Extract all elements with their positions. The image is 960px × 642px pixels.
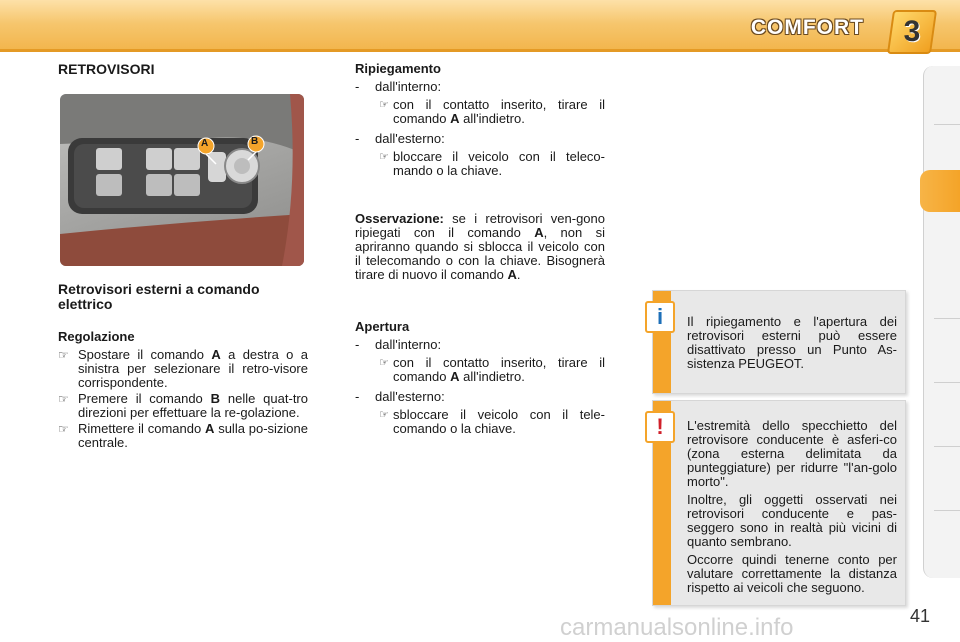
- apertura-esterno-step: ☞ sbloccare il veicolo con il tele-comando o la chiave.: [379, 407, 605, 436]
- finger-pointer-icon: ☞: [379, 409, 389, 421]
- tab-divider: [934, 318, 960, 319]
- tab-divider: [934, 124, 960, 125]
- callout-a-label: A: [201, 138, 209, 149]
- callout-b-label: B: [251, 136, 259, 147]
- door-switch-photo: [60, 94, 304, 266]
- door-panel-illustration: [60, 94, 304, 266]
- finger-pointer-icon: ☞: [379, 357, 389, 369]
- ripiegamento-interno-step: ☞ con il contatto inserito, tirare il comando A all'indietro.: [379, 97, 605, 126]
- finger-pointer-icon: ☞: [58, 422, 69, 436]
- subsection-title: Retrovisori esterni a comando elettrico: [58, 281, 260, 312]
- warning-icon: !: [645, 411, 675, 443]
- apertura-block: [355, 320, 605, 442]
- apertura-interno-step: ☞ con il contatto inserito, tirare il comando A all'indietro.: [379, 355, 605, 384]
- page-number: 41: [909, 606, 930, 626]
- info-icon: i: [645, 301, 675, 333]
- finger-pointer-icon: ☞: [58, 348, 69, 362]
- left-column-text: [58, 282, 308, 452]
- finger-pointer-icon: ☞: [58, 392, 69, 406]
- chapter-tab-strip[interactable]: [923, 66, 960, 578]
- chapter-number: 3: [903, 15, 921, 48]
- ripiegamento-interno: - dall'interno:: [355, 79, 442, 94]
- warning-note-text: L'estremità dello specchietto del retrovisore conducente è asferi-co (zona esterna delimitata da punteggiature) per ridurre "l'an-golo morto". Inoltre, gli oggetti osservati nei retrovisori conducente e pas-seggero sono in realtà più vicini di quanto sembrano. Occorre quindi tenerne conto per valutare correttamente la distanza rispetto ai veicoli che seguono.: [687, 418, 897, 595]
- ripiegamento-esterno-step: ☞ bloccare il veicolo con il teleco-mando o la chiave.: [379, 149, 605, 178]
- chapter-badge: [887, 10, 937, 54]
- regolazione-heading: Regolazione: [58, 329, 135, 344]
- osservazione-paragraph: Osservazione: se i retrovisori ven-gono ripiegati con il comando A, non si apriranno quando si sblocca il veicolo con il telecomando o con la chiave. Bisognerà tirare di nuovo il comando A.: [355, 211, 605, 282]
- regolazione-step: ☞ Rimettere il comando A sulla po-sizione centrale.: [58, 421, 308, 450]
- section-title: RETROVISORI: [58, 61, 155, 77]
- page-header-title: COMFORT: [750, 16, 864, 39]
- info-note-text: Il ripiegamento e l'apertura dei retrovisori esterni può essere disattivato presso un Punto As-sistenza PEUGEOT.: [687, 314, 897, 371]
- tab-divider: [934, 446, 960, 447]
- ripiegamento-heading: Ripiegamento: [355, 61, 441, 76]
- watermark-text: carmanualsonline.info: [560, 614, 794, 641]
- apertura-interno: - dall'interno:: [355, 337, 442, 352]
- apertura-esterno: - dall'esterno:: [355, 389, 445, 404]
- warning-note-box: [652, 400, 906, 606]
- ripiegamento-esterno: - dall'esterno:: [355, 131, 445, 146]
- info-note-box: [652, 290, 906, 394]
- apertura-heading: Apertura: [355, 319, 410, 334]
- middle-column: [355, 62, 605, 184]
- osservazione-block: [355, 212, 605, 282]
- left-column: [58, 62, 308, 76]
- finger-pointer-icon: ☞: [379, 99, 389, 111]
- tab-divider: [934, 510, 960, 511]
- active-chapter-tab[interactable]: [920, 170, 960, 212]
- finger-pointer-icon: ☞: [379, 151, 389, 163]
- regolazione-step: ☞ Premere il comando B nelle quat-tro direzioni per effettuare la re-golazione.: [58, 391, 308, 420]
- tab-divider: [934, 382, 960, 383]
- regolazione-step: ☞ Spostare il comando A a destra o a sinistra per selezionare il retro-visore corrispondente.: [58, 347, 308, 390]
